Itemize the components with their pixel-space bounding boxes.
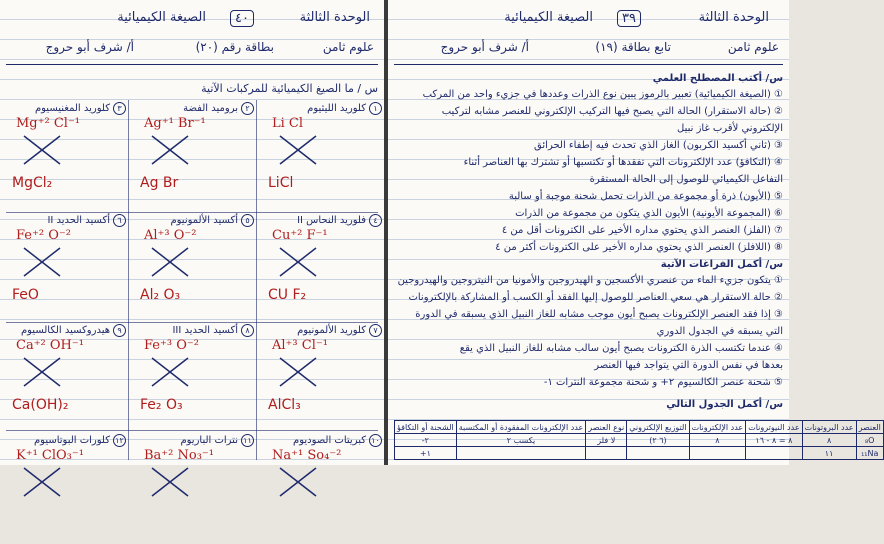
- compound-name-label: كلوريد الألمونيوم: [297, 325, 366, 336]
- compound-number: ٥: [241, 214, 254, 227]
- compound-name-label: فلوريد النحاس II: [297, 215, 366, 226]
- note-line: ④ عندما تكتسب الذرة الكترونات يصبح أيون سالب مشابه للغاز النبيل الذي يقع: [459, 343, 783, 354]
- section2-title: س/ أكمل الفراغات الآتية: [660, 259, 783, 270]
- right-subheader: [388, 40, 789, 62]
- compound-cell: [6, 214, 126, 324]
- right-topic: الصيغة الكيميائية: [504, 10, 593, 25]
- compound-formula: CU F₂: [268, 287, 307, 303]
- table-cell: ₈O: [856, 434, 883, 447]
- compound-ions: Cu⁺² F⁻¹: [272, 228, 328, 243]
- compound-number: ١٠: [369, 434, 382, 447]
- grid-divider: [6, 322, 378, 323]
- right-header: [388, 6, 789, 34]
- criss-cross-arrows: [148, 244, 192, 280]
- compound-ions: Li Cl: [272, 116, 304, 131]
- table-header-cell: نوع العنصر: [586, 421, 627, 434]
- note-line: ② حالة الاستقرار هي سعي العناصر للوصول إليها الفقد أو الكسب أو المشاركة بالإلكترونات: [408, 292, 783, 303]
- note-line: الإلكتروني لأقرب غاز نبيل: [677, 123, 783, 134]
- table-header-cell: التوزيع الإلكتروني: [627, 421, 689, 434]
- compound-name: [134, 434, 254, 447]
- right-unit: الوحدة الثالثة: [698, 10, 769, 25]
- right-rule: [394, 64, 783, 65]
- table-cell: ٢-: [395, 434, 457, 447]
- left-rule: [6, 64, 378, 65]
- note-line: ① يتكون جزيء الماء من عنصري الأكسجين و الهيدروجين والأمونيا من النيتروجين والهيدروجين: [397, 275, 783, 286]
- criss-cross-arrows: [276, 244, 320, 280]
- criss-cross-arrows: [20, 354, 64, 390]
- table-cell: [586, 447, 627, 460]
- left-page-number: ٤٠: [230, 10, 254, 27]
- table-cell: ١+: [395, 447, 457, 460]
- compound-cell: [6, 324, 126, 434]
- criss-cross-arrows: [20, 464, 64, 500]
- table-header-cell: عدد النيوترونات: [746, 421, 802, 434]
- compound-name-label: بروميد الفضة: [183, 103, 238, 114]
- compound-ions: Ag⁺¹ Br⁻¹: [144, 116, 206, 131]
- table-cell: ١١: [802, 447, 856, 460]
- compound-name-label: كبريتات الصوديوم: [293, 435, 366, 446]
- right-card: تابع بطاقة (١٩): [595, 40, 671, 54]
- table-header-cell: عدد البروتونات: [802, 421, 856, 434]
- compound-cell: [262, 324, 382, 434]
- compound-ions: Ba⁺² No₃⁻¹: [144, 448, 214, 463]
- compound-number: ٨: [241, 324, 254, 337]
- table-header-cell: عدد الإلكترونات: [689, 421, 746, 434]
- compound-cell: [134, 214, 254, 324]
- left-card: بطاقة رقم (٢٠): [195, 40, 274, 54]
- compound-name-label: كلوريد المغنيسيوم: [34, 103, 110, 114]
- compound-ions: Fe⁺² O⁻²: [16, 228, 71, 243]
- left-instruction: س / ما الصيغ الكيميائية للمركبات الآتية: [201, 82, 378, 95]
- compound-ions: K⁺¹ ClO₃⁻¹: [16, 448, 84, 463]
- note-line: التي يسبقه في الجدول الدوري: [656, 326, 783, 337]
- compound-name: [262, 214, 382, 227]
- compound-name-label: أكسيد الحديد II: [47, 215, 110, 226]
- compound-number: ١٢: [113, 434, 126, 447]
- compound-name-label: كلورات البوتاسيوم: [33, 435, 110, 446]
- compound-formula: FeO: [12, 287, 39, 303]
- section1-title: س/ أكتب المصطلح العلمي: [652, 73, 783, 84]
- note-line: ③ (ثاني أكسيد الكربون) الغاز الذي تحدث فيه إطفاء الحرائق: [534, 140, 783, 151]
- compound-number: ٤: [369, 214, 382, 227]
- note-line: التفاعل الكيميائي للوصول إلى الحالة المستقرة: [589, 174, 783, 185]
- compound-name: [134, 102, 254, 115]
- compound-number: ٢: [241, 102, 254, 115]
- compound-name-label: نترات الباريوم: [180, 435, 238, 446]
- compound-ions: Fe⁺³ O⁻²: [144, 338, 199, 353]
- compound-name: [6, 214, 126, 227]
- compound-number: ١: [369, 102, 382, 115]
- left-teacher: أ/ شرف أبو حروج: [45, 40, 134, 54]
- compound-ions: Ca⁺² OH⁻¹: [16, 338, 84, 353]
- compound-name: [262, 434, 382, 447]
- compound-ions: Mg⁺² Cl⁻¹: [16, 116, 81, 131]
- grid-divider: [6, 212, 378, 213]
- table-cell: ٨ = ٨ - ١٦: [746, 434, 802, 447]
- compound-cell: [262, 102, 382, 212]
- compound-formula: LiCl: [268, 175, 294, 191]
- table-cell: [746, 447, 802, 460]
- criss-cross-arrows: [276, 132, 320, 168]
- note-line: ⑤ (الأيون) ذرة أو مجموعة من الذرات تحمل شحنة موجبة أو سالبة: [508, 191, 783, 202]
- table-row: [395, 447, 884, 460]
- table-header-row: [395, 421, 884, 434]
- compound-cell: [6, 434, 126, 544]
- compound-formula: Al₂ O₃: [140, 287, 181, 303]
- compound-name-label: كلوريد الليثيوم: [307, 103, 366, 114]
- compound-formula: Fe₂ O₃: [140, 397, 183, 413]
- compound-cell: [262, 434, 382, 544]
- criss-cross-arrows: [276, 464, 320, 500]
- right-teacher: أ/ شرف أبو حروج: [440, 40, 529, 54]
- table-cell: ₁₁Na: [856, 447, 883, 460]
- right-page: [388, 0, 789, 465]
- compound-formula: AlCl₃: [268, 397, 301, 413]
- compound-name: [262, 324, 382, 337]
- note-line: ② (حالة الاستقرار) الحالة التي يصبح فيها التركيب الإلكتروني للعنصر مشابه لتركيب: [441, 106, 783, 117]
- note-line: ③ إذا فقد العنصر الإلكترونات يصبح أيون موجب مشابه للغاز النبيل الذي يسبقه في الدورة: [415, 309, 783, 320]
- compound-name-label: أكسيد الحديد III: [172, 325, 238, 336]
- left-page: [0, 0, 384, 465]
- criss-cross-arrows: [148, 464, 192, 500]
- compound-cell: [134, 324, 254, 434]
- compound-name-label: هيدروكسيد الكالسيوم: [20, 325, 110, 336]
- left-topic: الصيغة الكيميائية: [117, 10, 206, 25]
- compound-cell: [134, 102, 254, 212]
- note-line: ⑦ (الفلز) العنصر الذي يحتوي مداره الأخير على الكترونات أقل من ٤: [501, 225, 783, 236]
- compound-ions: Na⁺¹ So₄⁻²: [272, 448, 342, 463]
- note-line: ④ (التكافؤ) عدد الإلكترونات التي تفقدها أو تكتسبها أو تشترك بها العناصر أثناء: [463, 157, 783, 168]
- compound-number: ٧: [369, 324, 382, 337]
- compound-cell: [134, 434, 254, 544]
- table-cell: ٨: [802, 434, 856, 447]
- compound-formula: Ag Br: [140, 175, 179, 191]
- criss-cross-arrows: [148, 132, 192, 168]
- compound-name: [6, 102, 126, 115]
- table-cell: [627, 447, 689, 460]
- note-line: ① (الصيغة الكيميائية) تعبير بالرموز يبين نوع الذرات وعددها في جزيء واحد من المركب: [422, 89, 783, 100]
- compound-ions: Al⁺³ Cl⁻¹: [272, 338, 328, 353]
- compound-name: [6, 324, 126, 337]
- table-cell: لا فلز: [586, 434, 627, 447]
- grid-divider: [6, 430, 378, 431]
- compound-number: ٩: [113, 324, 126, 337]
- compound-formula: MgCl₂: [12, 175, 53, 191]
- grid-divider: [128, 100, 129, 460]
- criss-cross-arrows: [20, 244, 64, 280]
- compound-number: ٦: [113, 214, 126, 227]
- table-cell: ٨: [689, 434, 746, 447]
- table-cell: (٦ ٢): [627, 434, 689, 447]
- compound-name: [262, 102, 382, 115]
- compound-cell: [262, 214, 382, 324]
- left-unit: الوحدة الثالثة: [299, 10, 370, 25]
- left-subheader: [0, 40, 384, 62]
- left-header: [0, 6, 384, 34]
- table-header-cell: عدد الإلكترونات المفقودة أو المكتسبة: [456, 421, 586, 434]
- compound-name: [6, 434, 126, 447]
- right-page-number: ٣٩: [617, 10, 641, 27]
- compound-formula: Ca(OH)₂: [12, 397, 69, 413]
- compound-ions: Al⁺³ O⁻²: [144, 228, 197, 243]
- note-line: ⑥ (المجموعة الأيونية) الأيون الذي يتكون من مجموعة من الذرات: [515, 208, 783, 219]
- note-line: بعدها في نفس الدورة التي يتواجد فيها العنصر: [594, 360, 783, 371]
- table-cell: [689, 447, 746, 460]
- compound-name: [134, 324, 254, 337]
- section3-title: س/ أكمل الجدول التالي: [666, 399, 783, 410]
- table-header-cell: العنصر: [856, 421, 883, 434]
- table-cell: يكسب ٢: [456, 434, 586, 447]
- note-line: ⑧ (اللافلز) العنصر الذي يحتوي مداره الأخير على الكترونات أكثر من ٤: [495, 242, 783, 253]
- right-subject: علوم ثامن: [727, 40, 779, 54]
- table-row: [395, 434, 884, 447]
- compound-cell: [6, 102, 126, 212]
- criss-cross-arrows: [148, 354, 192, 390]
- criss-cross-arrows: [20, 132, 64, 168]
- table-cell: [456, 447, 586, 460]
- completion-table: [394, 420, 884, 460]
- compound-name: [134, 214, 254, 227]
- compound-number: ١١: [241, 434, 254, 447]
- note-line: ⑤ شحنة عنصر الكالسيوم ٢+ و شحنة مجموعة النترات ١-: [543, 377, 783, 388]
- grid-divider: [256, 100, 257, 460]
- compound-name-label: أكسيد الألمونيوم: [170, 215, 238, 226]
- compound-number: ٣: [113, 102, 126, 115]
- table-header-cell: الشحنة أو التكافؤ: [395, 421, 457, 434]
- criss-cross-arrows: [276, 354, 320, 390]
- left-subject: علوم ثامن: [322, 40, 374, 54]
